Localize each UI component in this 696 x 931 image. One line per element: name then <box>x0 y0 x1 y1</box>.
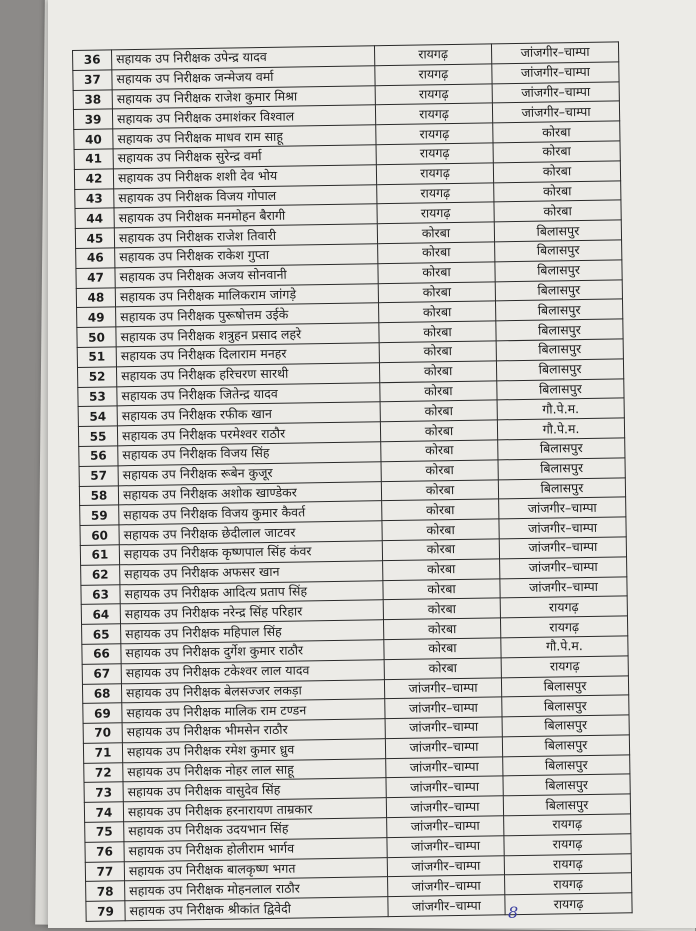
posted-to: बिलासपुर <box>498 438 625 460</box>
posted-to: जांजगीर–चाम्पा <box>499 537 626 559</box>
officer-name: सहायक उप निरीक्षक अफसर खान <box>120 560 383 584</box>
serial-number: 78 <box>86 881 125 901</box>
posted-to: बिलासपुर <box>503 774 630 796</box>
posted-to: कोरबा <box>494 200 621 222</box>
officer-name: सहायक उप निरीक्षक नोहर लाल साहू <box>123 758 386 782</box>
posted-to: जांजगीर–चाम्पा <box>499 517 626 539</box>
posted-from: जांजगीर–चाम्पा <box>387 836 504 858</box>
officer-name: सहायक उप निरीक्षक दुर्गेश कुमार राठौर <box>121 640 384 664</box>
posted-to: बिलासपुर <box>496 319 623 341</box>
posted-to: जांजगीर–चाम्पा <box>499 497 626 519</box>
posted-to: गौ.पे.म. <box>497 398 624 420</box>
serial-number: 63 <box>81 584 120 604</box>
officer-name: सहायक उप निरीक्षक होलीराम भार्गव <box>124 838 387 862</box>
officer-name: सहायक उप निरीक्षक अशोक खाण्डेकर <box>118 481 381 505</box>
posted-from: रायगढ़ <box>374 44 491 66</box>
serial-number: 62 <box>81 565 120 585</box>
posted-to: जांजगीर–चाम्पा <box>500 576 627 598</box>
serial-number: 51 <box>77 347 116 367</box>
officer-name: सहायक उप निरीक्षक उपेन्द्र यादव <box>112 46 375 70</box>
serial-number: 39 <box>73 109 112 129</box>
officer-name: सहायक उप निरीक्षक बालकृष्ण भगत <box>124 857 387 881</box>
posted-from: कोरबा <box>377 222 494 244</box>
officer-name: सहायक उप निरीक्षक कृष्णपाल सिंह कंवर <box>119 541 382 565</box>
posted-from: जांजगीर–चाम्पा <box>385 737 502 759</box>
posted-from: कोरबा <box>378 281 495 303</box>
posted-from: रायगढ़ <box>376 123 493 145</box>
posted-from: कोरबा <box>383 598 500 620</box>
officer-name: सहायक उप निरीक्षक उमाशंकर विश्वाल <box>112 105 375 129</box>
serial-number: 64 <box>81 604 120 624</box>
serial-number: 68 <box>82 683 121 703</box>
posted-from: कोरबा <box>382 499 499 521</box>
officer-name: सहायक उप निरीक्षक रमेश कुमार ध्रुव <box>122 739 385 763</box>
serial-number: 60 <box>80 525 119 545</box>
handwritten-page-number: 8 <box>508 903 519 922</box>
serial-number: 77 <box>85 861 124 881</box>
serial-number: 74 <box>84 802 123 822</box>
officer-name: सहायक उप निरीक्षक हरिचरण सारथी <box>116 362 379 386</box>
officer-name: सहायक उप निरीक्षक टकेश्वर लाल यादव <box>121 659 384 683</box>
officer-name: सहायक उप निरीक्षक विजय कुमार कैवर्त <box>119 501 382 525</box>
serial-number: 53 <box>78 386 117 406</box>
posted-from: कोरबा <box>383 559 500 581</box>
officer-name: सहायक उप निरीक्षक महिपाल सिंह <box>121 620 384 644</box>
posted-to: बिलासपुर <box>496 359 623 381</box>
serial-number: 47 <box>76 268 115 288</box>
officer-name: सहायक उप निरीक्षक भीमसेन राठौर <box>122 719 385 743</box>
serial-number: 76 <box>85 842 124 862</box>
posted-from: रायगढ़ <box>375 103 492 125</box>
posted-from: कोरबा <box>381 479 498 501</box>
posted-from: कोरबा <box>382 519 499 541</box>
officer-name: सहायक उप निरीक्षक शशी देव भोय <box>113 165 376 189</box>
posted-from: कोरबा <box>380 400 497 422</box>
posted-from: जांजगीर–चाम्पा <box>387 816 504 838</box>
posted-to: बिलासपुर <box>495 279 622 301</box>
posted-to: बिलासपुर <box>495 240 622 262</box>
posted-to: बिलासपुर <box>502 715 629 737</box>
serial-number: 55 <box>78 426 117 446</box>
officer-name: सहायक उप निरीक्षक राकेश गुप्ता <box>115 244 378 268</box>
posted-to: बिलासपुर <box>501 675 628 697</box>
posted-to: कोरबा <box>493 161 620 183</box>
posted-from: कोरबा <box>380 420 497 442</box>
serial-number: 42 <box>74 169 113 189</box>
posted-to: जांजगीर–चाम्पा <box>492 101 619 123</box>
posted-from: जांजगीर–चाम्पा <box>384 677 501 699</box>
serial-number: 37 <box>73 70 112 90</box>
officer-name: सहायक उप निरीक्षक नरेन्द्र सिंह परिहार <box>120 600 383 624</box>
officer-name: सहायक उप निरीक्षक राजेश तिवारी <box>114 224 377 248</box>
posted-from: जांजगीर–चाम्पा <box>386 776 503 798</box>
serial-number: 73 <box>84 782 123 802</box>
officer-name: सहायक उप निरीक्षक सुरेन्द्र वर्मा <box>113 145 376 169</box>
officer-name: सहायक उप निरीक्षक मालिक राम टण्डन <box>122 699 385 723</box>
officer-name: सहायक उप निरीक्षक माधव राम साहू <box>113 125 376 149</box>
serial-number: 43 <box>75 188 114 208</box>
serial-number: 45 <box>75 228 114 248</box>
serial-number: 75 <box>85 822 124 842</box>
posted-to: रायगढ़ <box>500 616 627 638</box>
posted-to: कोरबा <box>493 121 620 143</box>
posted-to: जांजगीर–चाम्पा <box>492 82 619 104</box>
posted-to: जांजगीर–चाम्पा <box>491 42 618 64</box>
officer-name: सहायक उप निरीक्षक दिलाराम मनहर <box>116 343 379 367</box>
officer-name: सहायक उप निरीक्षक जन्मेजय वर्मा <box>112 66 375 90</box>
posted-to: रायगढ़ <box>505 893 632 915</box>
posted-to: बिलासपुर <box>502 695 629 717</box>
posted-to: रायगढ़ <box>504 834 631 856</box>
posted-to: बिलासपुर <box>495 299 622 321</box>
posted-to: बिलासपुर <box>503 755 630 777</box>
officer-name: सहायक उप निरीक्षक बेलसज्जर लकड़ा <box>121 679 384 703</box>
transfer-table <box>72 41 633 922</box>
serial-number: 40 <box>74 129 113 149</box>
serial-number: 41 <box>74 149 113 169</box>
officer-name: सहायक उप निरीक्षक राजेश कुमार मिश्रा <box>112 85 375 109</box>
officer-name: सहायक उप निरीक्षक शत्रुहन प्रसाद लहरे <box>116 323 379 347</box>
officer-name: सहायक उप निरीक्षक श्रीकांत द्विवेदी <box>125 897 388 921</box>
officer-name: सहायक उप निरीक्षक उदयभान सिंह <box>124 818 387 842</box>
officer-name: सहायक उप निरीक्षक जितेन्द्र यादव <box>117 382 380 406</box>
transfer-list <box>72 41 646 922</box>
posted-from: रायगढ़ <box>377 202 494 224</box>
officer-name: सहायक उप निरीक्षक पुरूषोत्तम उईके <box>116 303 379 327</box>
posted-from: जांजगीर–चाम्पा <box>388 895 505 917</box>
posted-from: कोरबा <box>384 658 501 680</box>
officer-name: सहायक उप निरीक्षक परमेश्वर राठौर <box>117 422 380 446</box>
serial-number: 69 <box>83 703 122 723</box>
posted-to: बिलासपुर <box>496 339 623 361</box>
posted-to: बिलासपुर <box>494 220 621 242</box>
serial-number: 36 <box>73 50 112 70</box>
officer-name: सहायक उप निरीक्षक रफीक खान <box>117 402 380 426</box>
posted-from: जांजगीर–चाम्पा <box>385 717 502 739</box>
posted-to: बिलासपुर <box>498 458 625 480</box>
serial-number: 54 <box>78 406 117 426</box>
posted-from: कोरबा <box>379 361 496 383</box>
serial-number: 50 <box>77 327 116 347</box>
posted-to: रायगढ़ <box>504 853 631 875</box>
serial-number: 57 <box>79 466 118 486</box>
posted-from: कोरबा <box>381 460 498 482</box>
posted-from: कोरबा <box>381 440 498 462</box>
serial-number: 71 <box>83 743 122 763</box>
posted-to: जांजगीर–चाम्पा <box>492 62 619 84</box>
officer-name: सहायक उप निरीक्षक मालिकराम जांगड़े <box>115 283 378 307</box>
posted-to: गौ.पे.म. <box>497 418 624 440</box>
officer-name: सहायक उप निरीक्षक विजय गोपाल <box>114 184 377 208</box>
posted-from: जांजगीर–चाम्पा <box>386 796 503 818</box>
posted-to: कोरबा <box>494 180 621 202</box>
officer-name: सहायक उप निरीक्षक अजय सोनवानी <box>115 263 378 287</box>
posted-to: बिलासपुर <box>503 794 630 816</box>
posted-from: कोरबा <box>383 618 500 640</box>
posted-to: रायगढ़ <box>505 873 632 895</box>
officer-name: सहायक उप निरीक्षक छेदीलाल जाटवर <box>119 521 382 545</box>
serial-number: 49 <box>77 307 116 327</box>
posted-to: कोरबा <box>493 141 620 163</box>
posted-to: रायगढ़ <box>500 596 627 618</box>
posted-to: रायगढ़ <box>501 656 628 678</box>
officer-name: सहायक उप निरीक्षक विजय सिंह <box>118 442 381 466</box>
posted-from: कोरबा <box>378 242 495 264</box>
officer-name: सहायक उप निरीक्षक रूबेन कुजूर <box>118 461 381 485</box>
posted-to: बिलासपुर <box>502 735 629 757</box>
serial-number: 65 <box>82 624 121 644</box>
posted-from: कोरबा <box>384 638 501 660</box>
posted-to: जांजगीर–चाम्पा <box>500 557 627 579</box>
posted-from: जांजगीर–चाम्पा <box>388 875 505 897</box>
posted-from: रायगढ़ <box>375 83 492 105</box>
officer-name: सहायक उप निरीक्षक हरनारायण ताम्रकार <box>123 798 386 822</box>
serial-number: 46 <box>76 248 115 268</box>
posted-from: जांजगीर–चाम्पा <box>385 697 502 719</box>
serial-number: 66 <box>82 644 121 664</box>
serial-number: 67 <box>82 664 121 684</box>
posted-from: जांजगीर–चाम्पा <box>387 855 504 877</box>
posted-from: कोरबा <box>379 301 496 323</box>
posted-from: कोरबा <box>379 321 496 343</box>
posted-from: कोरबा <box>383 578 500 600</box>
serial-number: 58 <box>79 485 118 505</box>
posted-to: बिलासपुर <box>495 260 622 282</box>
officer-name: सहायक उप निरीक्षक वासुदेव सिंह <box>123 778 386 802</box>
serial-number: 44 <box>75 208 114 228</box>
posted-from: रायगढ़ <box>375 64 492 86</box>
posted-to: बिलासपुर <box>497 378 624 400</box>
posted-from: रायगढ़ <box>376 143 493 165</box>
table-body <box>73 42 633 922</box>
posted-to: बिलासपुर <box>498 477 625 499</box>
serial-number: 38 <box>73 89 112 109</box>
serial-number: 70 <box>83 723 122 743</box>
posted-from: कोरबा <box>378 262 495 284</box>
serial-number: 72 <box>84 762 123 782</box>
serial-number: 61 <box>80 545 119 565</box>
serial-number: 52 <box>77 367 116 387</box>
serial-number: 48 <box>76 287 115 307</box>
posted-from: कोरबा <box>380 380 497 402</box>
posted-from: जांजगीर–चाम्पा <box>386 757 503 779</box>
officer-name: सहायक उप निरीक्षक मनमोहन बैरागी <box>114 204 377 228</box>
officer-name: सहायक उप निरीक्षक आदित्य प्रताप सिंह <box>120 580 383 604</box>
posted-to: रायगढ़ <box>504 814 631 836</box>
posted-from: कोरबा <box>379 341 496 363</box>
serial-number: 79 <box>86 901 125 921</box>
serial-number: 56 <box>79 446 118 466</box>
posted-from: रायगढ़ <box>376 163 493 185</box>
posted-to: गौ.पे.म. <box>501 636 628 658</box>
posted-from: रायगढ़ <box>377 182 494 204</box>
posted-from: कोरबा <box>382 539 499 561</box>
officer-name: सहायक उप निरीक्षक मोहनलाल राठौर <box>125 877 388 901</box>
serial-number: 59 <box>80 505 119 525</box>
